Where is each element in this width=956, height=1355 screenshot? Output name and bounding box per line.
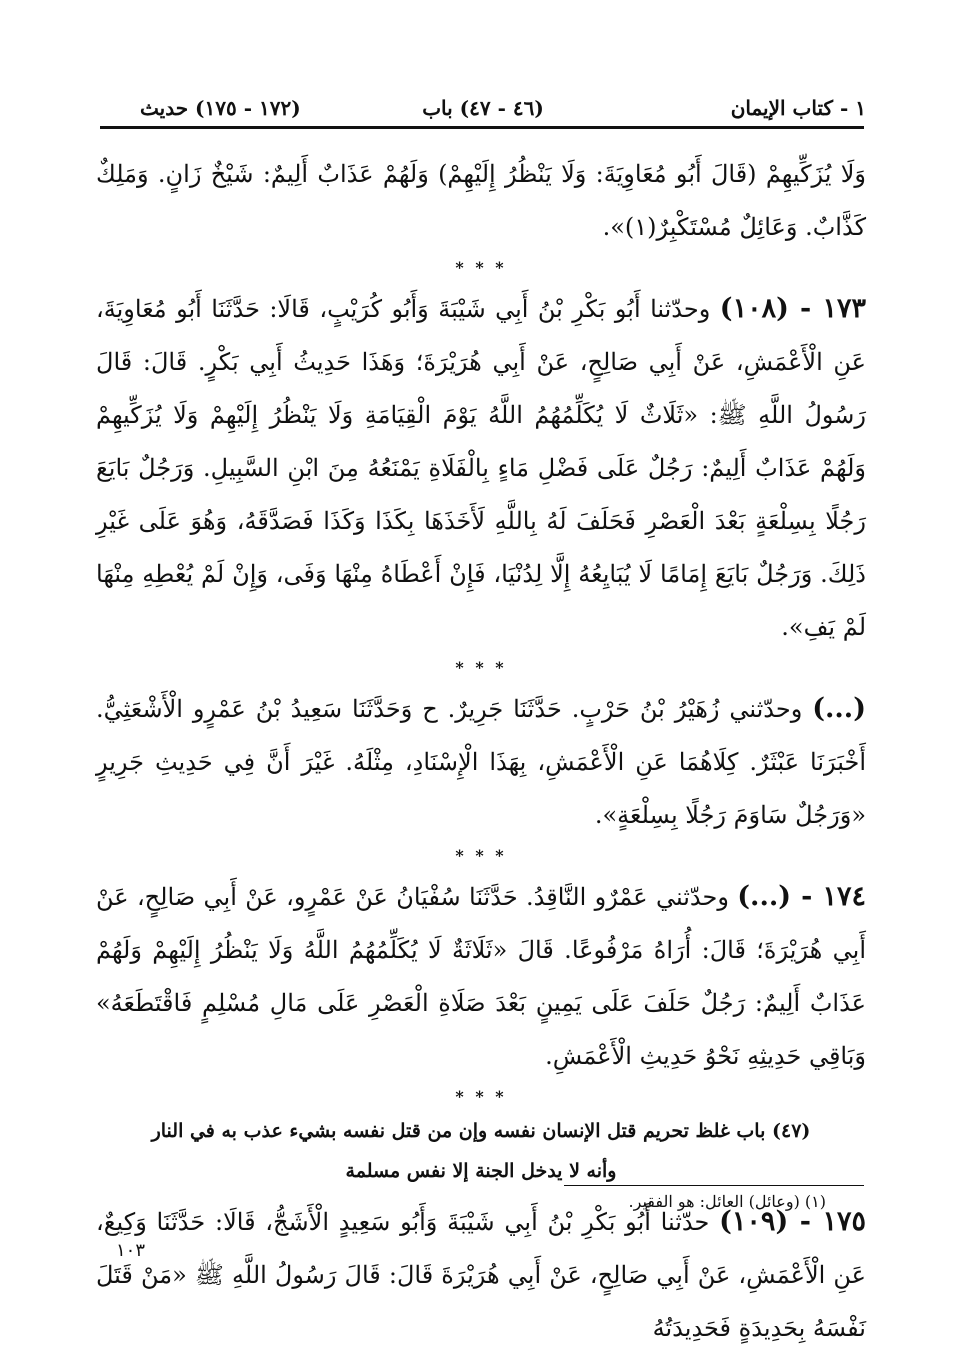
hadith-number: (...) — [812, 693, 866, 724]
main-text — [96, 148, 866, 1355]
hadith-175 — [96, 1195, 866, 1355]
footnote: (١) (وعائل) العائل: هو الفقير. — [628, 1192, 826, 1211]
header-book-title: ١ - كتاب الإيمان — [730, 96, 866, 120]
hadith-174 — [96, 870, 866, 1083]
chapter-heading — [96, 1111, 866, 1191]
header-divider — [100, 126, 864, 129]
hadith-number: ١٧٥ - (١٠٩) — [719, 1206, 867, 1237]
section-separator: * * * — [455, 846, 507, 865]
section-separator: * * * — [455, 658, 507, 677]
hadith-text: حدّثنا أَبُو بَكْرِ بْنُ أَبِي شَيْبَةَ وَأَبُو سَعِيدٍ الْأَشَجُّ، قَالَا: حَدَّثَنَا وَكِيعٌ، عَنِ الْأَعْمَشِ، عَنْ أَبِي صَالِحٍ، عَنْ أَبِي هُرَيْرَةَ قَالَ: قَالَ رَسُولُ اللَّهِ ﷺ «مَنْ قَتَلَ نَفْسَهُ بِحَدِيدَةٍ فَحَدِيدَتُهُ — [96, 1208, 866, 1342]
section-separator: * * * — [455, 1087, 507, 1106]
hadith-number: ١٧٤ - (...) — [737, 881, 866, 912]
running-header — [100, 92, 866, 126]
header-hadith-range: (١٧٢ - ١٧٥) حديث — [140, 96, 301, 120]
hadith-text: وحدّثني زُهَيْرُ بْنُ حَرْبٍ. حَدَّثَنَا جَرِيرٌ. ح وَحَدَّثَنَا سَعِيدُ بْنُ عَمْرٍو الْأَشْعَثِيُّ. أَخْبَرَنَا عَبْثَرٌ. كِلَاهُمَا عَنِ الْأَعْمَشِ، بِهَذَا الْإِسْنَادِ، مِثْلَهُ. غَيْرَ أَنَّ فِي حَدِيثِ جَرِيرٍ «وَرَجُلٌ سَاوَمَ رَجُلًا بِسِلْعَةٍ». — [96, 695, 866, 829]
hadith-text: وحدّثنا أَبُو بَكْرِ بْنُ أَبِي شَيْبَةَ وَأَبُو كُرَيْبٍ، قَالَا: حَدَّثَنَا أَبُو مُعَاوِيَةَ، عَنِ الْأَعْمَشِ، عَنْ أَبِي صَالِحٍ، عَنْ أَبِي هُرَيْرَةَ؛ وَهَذَا حَدِيثُ أَبِي بَكْرٍ. قَالَ: قَالَ رَسُولُ اللَّهِ ﷺ: «ثَلَاثٌ لَا يُكَلِّمُهُمُ اللَّهُ يَوْمَ الْقِيَامَةِ وَلَا يَنْظُرُ إِلَيْهِمْ وَلَا يُزَكِّيهِمْ وَلَهُمْ عَذَابٌ أَلِيمٌ: رَجُلٌ عَلَى فَضْلِ مَاءٍ بِالْفَلَاةِ يَمْنَعُهُ مِنَ ابْنِ السَّبِيلِ. وَرَجُلٌ بَايَعَ رَجُلًا بِسِلْعَةٍ بَعْدَ الْعَصْرِ فَحَلَفَ لَهُ بِاللَّهِ لَأَخَذَهَا بِكَذَا وَكَذَا فَصَدَّقَهُ، وَهُوَ عَلَى غَيْرِ ذَلِكَ. وَرَجُلٌ بَايَعَ إِمَامًا لَا يُبَايِعُهُ إِلَّا لِدُنْيَا، فَإِنْ أَعْطَاهُ مِنْهَا وَفَى، وَإِنْ لَمْ يُعْطِهِ مِنْهَا لَمْ يَفِ». — [96, 295, 867, 641]
page-number: ١٠٣ — [116, 1240, 146, 1261]
hadith-number: ١٧٣ - (١٠٨) — [719, 293, 866, 324]
chapter-heading-line: وأنه لا يدخل الجنة إلا نفس مسلمة — [345, 1160, 617, 1182]
hadith-173 — [96, 282, 866, 654]
hadith-text: وحدّثني عَمْرٌو النَّاقِدُ. حَدَّثَنَا سُفْيَانُ عَنْ عَمْرٍو، عَنْ أَبِي صَالِحٍ، عَنْ أَبِي هُرَيْرَةَ؛ قَالَ: أُرَاهُ مَرْفُوعًا. قَالَ «ثَلَاثَةٌ لَا يُكَلِّمُهُمُ اللَّهُ وَلَا يَنْظُرُ إِلَيْهِمْ وَلَهُمْ عَذَابٌ أَلِيمٌ: رَجُلٌ حَلَفَ عَلَى يَمِينٍ بَعْدَ صَلَاةِ الْعَصْرِ عَلَى مَالِ مُسْلِمٍ فَاقْتَطَعَهُ» وَبَاقِي حَدِيثِهِ نَحْوُ حَدِيثِ الْأَعْمَشِ. — [96, 883, 866, 1070]
hadith-173-variant — [96, 682, 866, 842]
header-bab-range: (٤٦ - ٤٧) باب — [422, 96, 544, 120]
footnote-divider — [564, 1185, 864, 1186]
continued-hadith-text: وَلَا يُزَكِّيهِمْ (قَالَ أَبُو مُعَاوِيَةَ: وَلَا يَنْظُرُ إِلَيْهِمْ) وَلَهُمْ عَذَابٌ أَلِيمٌ: شَيْخٌ زَانٍ. وَمَلِكٌ كَذَّابٌ. وَعَائِلٌ مُسْتَكْبِرٌ(١)». — [96, 160, 866, 241]
chapter-heading-line: (٤٧) باب غلظ تحريم قتل الإنسان نفسه وإن من قتل نفسه بشيء عذب به في النار — [151, 1120, 811, 1142]
section-separator: * * * — [455, 258, 507, 277]
